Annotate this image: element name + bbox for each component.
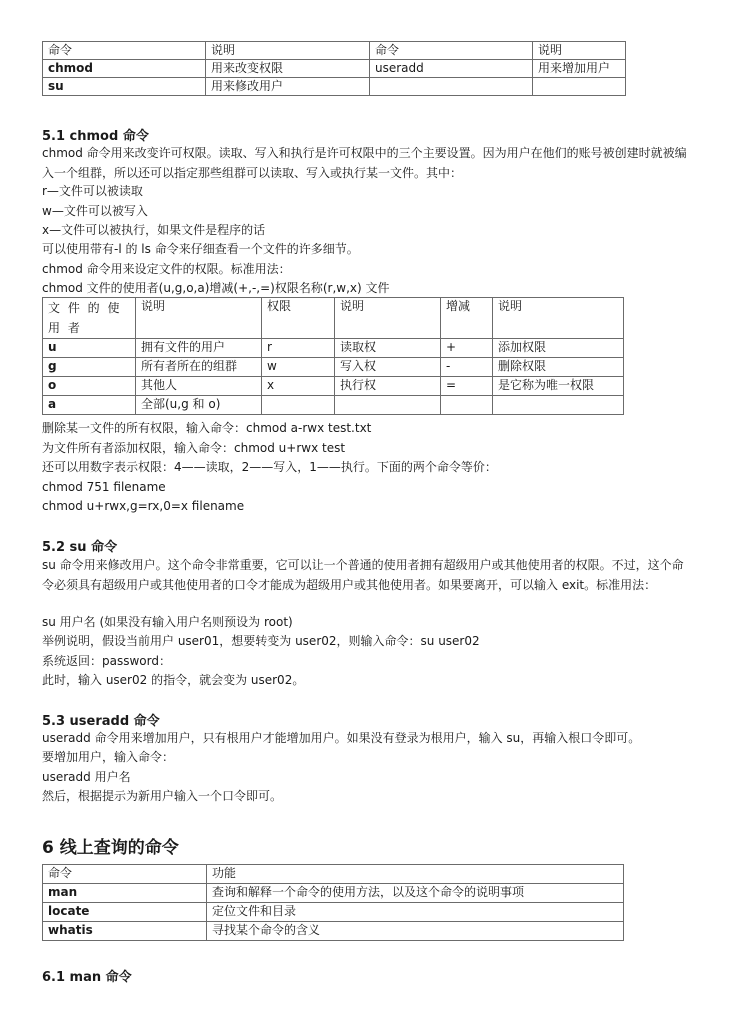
chmod-intro-paragraph: chmod 命令用来改变许可权限。读取、写入和执行是许可权限中的三个主要设置。因为用户在他们的账号被创建时就被编入一个组群，所以还可以指定那些组群可以读取、写入或执行某一文件。其中：	[42, 146, 687, 180]
table-header-cell: 说明	[206, 42, 370, 60]
text-line: chmod 文件的使用者(u,g,o,a)增减(+,-,=)权限名称(r,w,x) 文件	[42, 281, 390, 295]
table-cell: whatis	[43, 922, 207, 941]
table-cell: 执行权	[335, 377, 441, 396]
table-cell: o	[43, 377, 136, 396]
table-cell: 写入权	[335, 358, 441, 377]
text-line: 删除某一文件的所有权限，输入命令：chmod a-rwx test.txt	[42, 421, 372, 435]
table-header-cell: 说明	[335, 298, 441, 339]
table-cell: x	[262, 377, 335, 396]
text-line: 可以使用带有-l 的 ls 命令来仔细查看一个文件的许多细节。	[42, 242, 359, 256]
table-row	[43, 339, 624, 358]
table-cell	[335, 396, 441, 415]
text-line: useradd 命令用来增加用户，只有根用户才能增加用户。如果没有登录为根用户，输入 su，再输入根口令即可。	[42, 731, 641, 745]
table-cell: 添加权限	[493, 339, 624, 358]
text-line: 此时，输入 user02 的指令，就会变为 user02。	[42, 673, 305, 687]
table-header-row	[43, 298, 624, 339]
text-line: 为文件所有者添加权限，输入命令：chmod u+rwx test	[42, 441, 346, 455]
text-line: chmod 751 filename	[42, 480, 166, 494]
table-header-row	[43, 865, 624, 884]
su-intro-paragraph: su 命令用来修改用户。这个命令非常重要，它可以让一个普通的使用者拥有超级用户或其他使用者的权限。不过，这个命令必须具有超级用户或其他使用者的口令才能成为超级用户或其他使用者。如果要离开，可以输入 exit。标准用法：	[42, 558, 684, 592]
table-row	[43, 903, 624, 922]
table-header-cell: 命令	[370, 42, 533, 60]
table-cell: 删除权限	[493, 358, 624, 377]
text-line: 要增加用户，输入命令：	[42, 750, 175, 764]
table-cell: 寻找某个命令的含义	[207, 922, 624, 941]
table-header-cell: 说明	[533, 42, 626, 60]
online-query-table	[42, 864, 624, 941]
permission-table	[42, 297, 624, 415]
table-row	[43, 78, 626, 96]
table-header-cell: 文 件 的 使 用 者	[43, 298, 136, 339]
table-cell: locate	[43, 903, 207, 922]
table-cell: 是它称为唯一权限	[493, 377, 624, 396]
table-cell: 全部(u,g 和 o)	[136, 396, 262, 415]
table-cell: su	[43, 78, 206, 96]
table-cell: =	[441, 377, 493, 396]
text-line: r—文件可以被读取	[42, 184, 143, 198]
table-row	[43, 884, 624, 903]
table-cell: 所有者所在的组群	[136, 358, 262, 377]
text-line: 还可以用数字表示权限：4——读取，2——写入，1——执行。下面的两个命令等价：	[42, 460, 497, 474]
table-header-row	[43, 42, 626, 60]
table-cell: r	[262, 339, 335, 358]
table-cell	[262, 396, 335, 415]
table-header-cell: 命令	[43, 42, 206, 60]
table-header-cell: 说明	[136, 298, 262, 339]
text-line: 系统返回：password：	[42, 654, 171, 668]
table-header-cell: 功能	[207, 865, 624, 884]
text-line: x—文件可以被执行，如果文件是程序的话	[42, 223, 266, 237]
text-line: su 用户名 (如果没有输入用户名则预设为 root)	[42, 615, 293, 629]
table-row	[43, 377, 624, 396]
section-heading-man: 6.1 man 命令	[42, 970, 132, 985]
table-header-cell: 命令	[43, 865, 207, 884]
table-cell: -	[441, 358, 493, 377]
text-line: 然后，根据提示为新用户输入一个口令即可。	[42, 789, 283, 803]
table-cell: chmod	[43, 60, 206, 78]
table-cell: man	[43, 884, 207, 903]
table-cell: w	[262, 358, 335, 377]
table-header-cell: 权限	[262, 298, 335, 339]
section-heading-chmod: 5.1 chmod 命令	[42, 129, 149, 144]
table-row	[43, 60, 626, 78]
text-line: chmod 命令用来设定文件的权限。标准用法：	[42, 262, 291, 276]
table-row	[43, 922, 624, 941]
table-cell: 查询和解释一个命令的使用方法，以及这个命令的说明事项	[207, 884, 624, 903]
text-line: chmod u+rwx,g=rx,0=x filename	[42, 499, 245, 513]
text-line: 举例说明，假设当前用户 user01，想要转变为 user02，则输入命令：su user02	[42, 634, 480, 648]
command-summary-table	[42, 41, 626, 96]
table-cell: 用来改变权限	[206, 60, 370, 78]
chapter-heading-online-query: 6 线上查询的命令	[42, 838, 179, 858]
text-line: useradd 用户名	[42, 770, 131, 784]
section-heading-su: 5.2 su 命令	[42, 540, 118, 555]
table-cell: 其他人	[136, 377, 262, 396]
table-cell: a	[43, 396, 136, 415]
table-row	[43, 358, 624, 377]
text-line: w—文件可以被写入	[42, 204, 148, 218]
table-cell	[493, 396, 624, 415]
table-cell	[370, 78, 533, 96]
table-cell	[441, 396, 493, 415]
table-cell: 拥有文件的用户	[136, 339, 262, 358]
table-header-cell: 增减	[441, 298, 493, 339]
table-cell: useradd	[370, 60, 533, 78]
table-row	[43, 396, 624, 415]
table-cell: 读取权	[335, 339, 441, 358]
table-cell: 定位文件和目录	[207, 903, 624, 922]
table-header-cell: 说明	[493, 298, 624, 339]
table-cell: g	[43, 358, 136, 377]
table-cell: 用来增加用户	[533, 60, 626, 78]
table-cell: u	[43, 339, 136, 358]
table-cell	[533, 78, 626, 96]
table-cell: +	[441, 339, 493, 358]
section-heading-useradd: 5.3 useradd 命令	[42, 714, 160, 729]
table-cell: 用来修改用户	[206, 78, 370, 96]
